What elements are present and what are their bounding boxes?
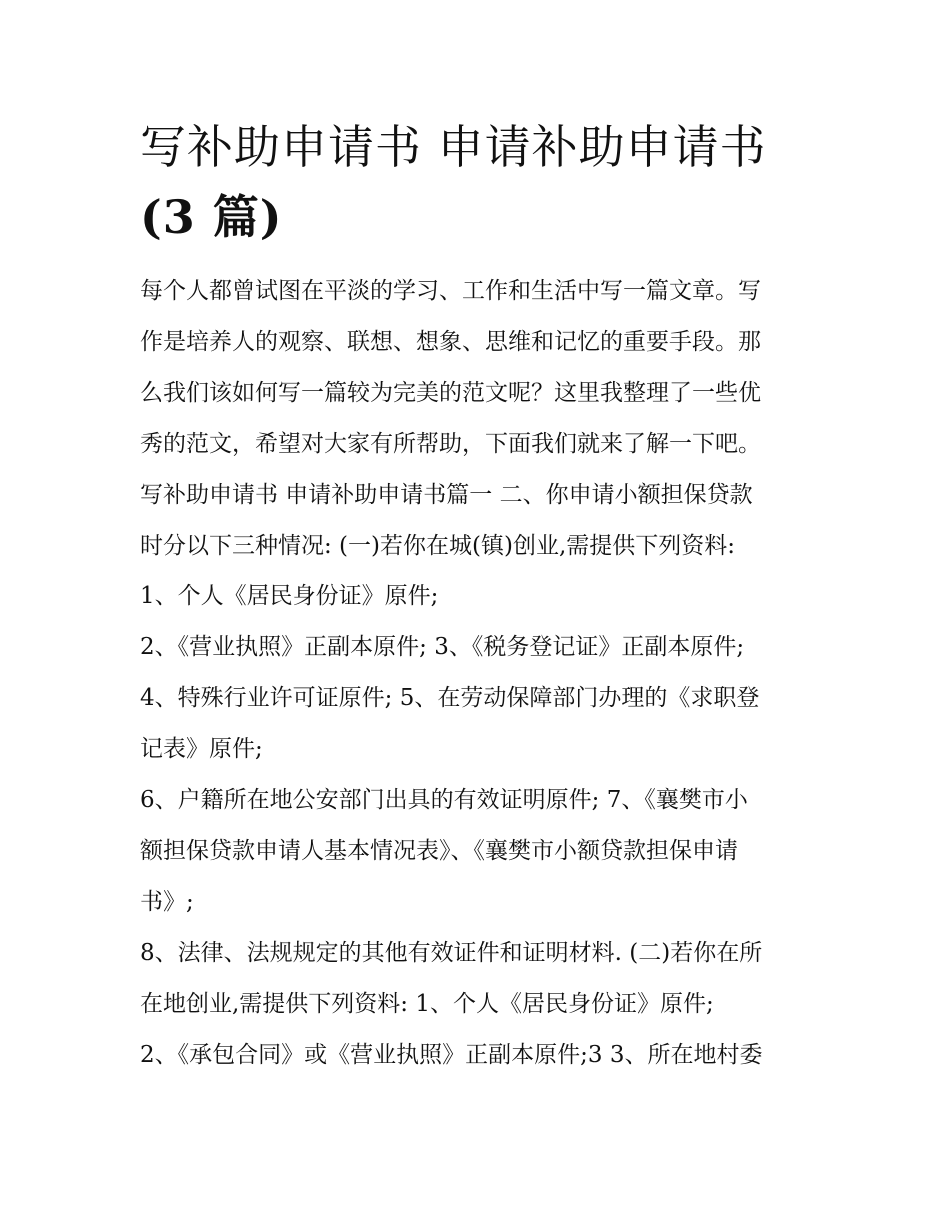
title-line-1: 写补助申请书 申请补助申请书 [140,120,767,174]
text-line: 6、户籍所在地公安部门出具的有效证明原件; 7、《襄樊市小 [140,787,748,814]
document-text [140,266,820,1081]
text-line: 每个人都曾试图在平淡的学习、工作和生活中写一篇文章。写 [140,278,761,304]
document-title [140,112,820,252]
title-line-2: (3 篇) [140,190,283,244]
text-line: 作是培养人的观察、联想、想象、思维和记忆的重要手段。那 [140,328,761,355]
text-line: 在地创业,需提供下列资料: 1、个人《居民身份证》原件; [140,990,714,1017]
text-line: 么我们该如何写一篇较为完美的范文呢？这里我整理了一些优 [140,379,761,406]
text-line: 书》; [140,888,194,915]
text-line: 1、个人《居民身份证》原件; [140,583,439,610]
text-line: 时分以下三种情况: (一)若你在城(镇)创业,需提供下列资料: [140,532,736,559]
text-line: 4、特殊行业许可证原件; 5、在劳动保障部门办理的《求职登 [140,685,760,712]
document-body [140,112,820,1081]
text-line: 写补助申请书 申请补助申请书篇一 二、你申请小额担保贷款 [140,481,753,508]
text-line: 2、《营业执照》正副本原件; 3、《税务登记证》正副本原件; [140,634,745,661]
text-line: 记表》原件; [140,736,263,763]
text-line: 2、《承包合同》或《营业执照》正副本原件;3 3、所在地村委 [140,1041,763,1068]
text-line: 8、法律、法规规定的其他有效证件和证明材料. (二)若你在所 [140,939,763,966]
text-line: 秀的范文，希望对大家有所帮助，下面我们就来了解一下吧。 [140,430,761,457]
text-line: 额担保贷款申请人基本情况表》、《襄樊市小额贷款担保申请 [140,837,738,864]
